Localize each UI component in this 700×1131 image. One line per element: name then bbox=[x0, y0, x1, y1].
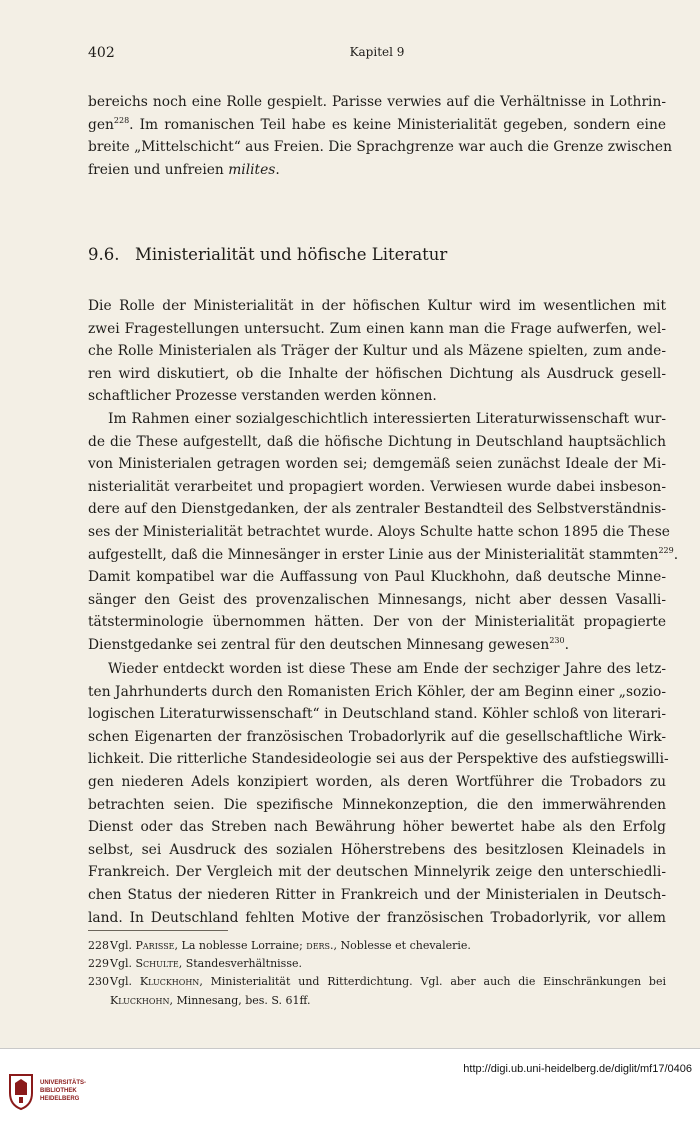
footnote-229 bbox=[88, 955, 666, 973]
footnote-number: 229 bbox=[88, 957, 109, 971]
footnote-228 bbox=[88, 937, 666, 955]
text-line: che Rolle Ministerialen als Träger der Kultur und als Mäzene spielten, zum ande- bbox=[88, 343, 666, 360]
page-number: 402 bbox=[88, 45, 115, 61]
section-heading bbox=[88, 245, 447, 264]
text-line: schaftlicher Prozesse verstanden werden können. bbox=[88, 388, 437, 405]
text-line: Dienst oder das Streben nach Bewährung höher bewertet habe als den Erfolg bbox=[88, 819, 666, 836]
heidelberg-seal-icon bbox=[6, 1071, 36, 1111]
footnote-text: Vgl. Parisse, La noblesse Lorraine; ders., Noblesse et chevalerie. bbox=[110, 939, 471, 952]
section-number: 9.6. bbox=[88, 245, 120, 264]
library-logo[interactable] bbox=[6, 1064, 91, 1118]
text-line: ren wird diskutiert, ob die Inhalte der höfischen Dichtung als Ausdruck gesell- bbox=[88, 365, 666, 382]
text-line: gen$^{228}$. Im romanischen Teil habe es keine Ministerialität gegeben, sondern eine bbox=[88, 115, 666, 133]
page-header bbox=[88, 45, 666, 63]
permalink-url[interactable]: http://digi.ub.uni-heidelberg.de/diglit/mf17/0406 bbox=[463, 1063, 692, 1075]
viewer-footer bbox=[0, 1048, 700, 1131]
footnote-ref-230: 230 bbox=[549, 635, 565, 645]
footnote-ref-229: 229 bbox=[658, 545, 674, 555]
text-line: aufgestellt, daß die Minnesänger in erster Linie aus der Ministerialität stammten$^{229}$. bbox=[88, 545, 679, 563]
text-line: von Ministerialen getragen worden sei; demgemäß seien zunächst Ideale der Mi- bbox=[88, 456, 666, 473]
text-line: de die These aufgestellt, daß die höfische Dichtung in Deutschland hauptsächlich bbox=[88, 433, 666, 450]
text-line: freien und unfreien milites. bbox=[88, 161, 280, 178]
text-line: selbst, sei Ausdruck des sozialen Höherstrebens des besitzlosen Kleinadels in bbox=[88, 841, 666, 858]
text-line: breite „Mittelschicht“ aus Freien. Die Sprachgrenze war auch die Grenze zwischen bbox=[88, 139, 672, 156]
text-line: schen Eigenarten der französischen Trobadorlyrik auf die gesellschaftliche Wirk- bbox=[88, 728, 666, 745]
text-line: Frankreich. Der Vergleich mit der deutschen Minnelyrik zeige den unterschiedli- bbox=[88, 864, 666, 881]
footnote-ref-228: 228 bbox=[113, 115, 130, 125]
text-line: betrachten seien. Die spezifische Minnekonzeption, die den immerwährenden bbox=[88, 796, 666, 813]
text-line: Im Rahmen einer sozialgeschichtlich interessierten Literaturwissenschaft wur- bbox=[108, 411, 666, 427]
text-line: ses der Ministerialität betrachtet wurde. Aloys Schulte hatte schon 1895 die These bbox=[88, 523, 670, 540]
footnote-text: Kluckhohn, Minnesang, bes. S. 61ff. bbox=[110, 993, 311, 1007]
text-line: Dienstgedanke sei zentral für den deutschen Minnesang gewesen$^{230}$. bbox=[88, 635, 569, 653]
text-line: ten Jahrhunderts durch den Romanisten Erich Köhler, der am Beginn einer „sozio- bbox=[88, 683, 666, 700]
text-line: Damit kompatibel war die Auffassung von Paul Kluckhohn, daß deutsche Minne- bbox=[88, 569, 666, 586]
text-line: chen Status der niederen Ritter in Frankreich und der Ministerialen in Deutsch- bbox=[88, 886, 666, 903]
text-line: lichkeit. Die ritterliche Standesideologie sei aus der Perspektive des aufstiegswilli- bbox=[88, 751, 669, 768]
footnote-230 bbox=[88, 973, 666, 1009]
text-line: Die Rolle der Ministerialität in der höfischen Kultur wird im wesentlichen mit bbox=[88, 298, 666, 314]
text-line: logischen Literaturwissenschaft“ in Deutschland stand. Köhler schloß von literari- bbox=[88, 706, 666, 723]
library-name: UNIVERSITÄTS- BIBLIOTHEK HEIDELBERG bbox=[40, 1080, 87, 1102]
text-line: bereichs noch eine Rolle gespielt. Parisse verwies auf die Verhältnisse in Lothrin- bbox=[88, 94, 666, 110]
text-line: zwei Fragestellungen untersucht. Zum einen kann man die Frage aufwerfen, wel- bbox=[88, 320, 666, 337]
footnote-text: Vgl. Kluckhohn, Ministerialität und Ritterdichtung. Vgl. aber auch die Einschränkungen bei bbox=[110, 975, 666, 989]
footnotes bbox=[88, 937, 666, 1010]
running-head: Kapitel 9 bbox=[349, 45, 405, 59]
paragraph-3 bbox=[88, 658, 669, 929]
text-line: sänger den Geist des provenzalischen Minnesangs, nicht aber dessen Vasalli- bbox=[88, 591, 666, 608]
paragraph-1 bbox=[88, 295, 666, 408]
paragraph-intro bbox=[88, 91, 672, 181]
text-line: land. In Deutschland fehlten Motive der französischen Trobadorlyrik, vor allem bbox=[88, 909, 666, 926]
text-line: tätsterminologie übernommen hätten. Der von der Ministerialität propagierte bbox=[88, 614, 666, 631]
footnote-number: 228 bbox=[88, 939, 109, 952]
section-title: Ministerialität und höfische Literatur bbox=[135, 245, 448, 264]
footnote-text: Vgl. Schulte, Standesverhältnisse. bbox=[110, 957, 302, 971]
text-line: dere auf den Dienstgedanken, der als zentraler Bestandteil des Selbstverständnis- bbox=[88, 501, 666, 518]
footnote-number: 230 bbox=[88, 975, 109, 989]
text-line: nisterialität verarbeitet und propagiert worden. Verwiesen wurde dabei insbeson- bbox=[88, 478, 666, 495]
paragraph-2 bbox=[88, 408, 679, 657]
footnote-divider bbox=[88, 930, 228, 931]
text-line: Wieder entdeckt worden ist diese These am Ende der sechziger Jahre des letz- bbox=[108, 661, 666, 677]
text-line: gen niederen Adels konzipiert worden, als deren Wortführer die Trobadors zu bbox=[88, 773, 666, 790]
